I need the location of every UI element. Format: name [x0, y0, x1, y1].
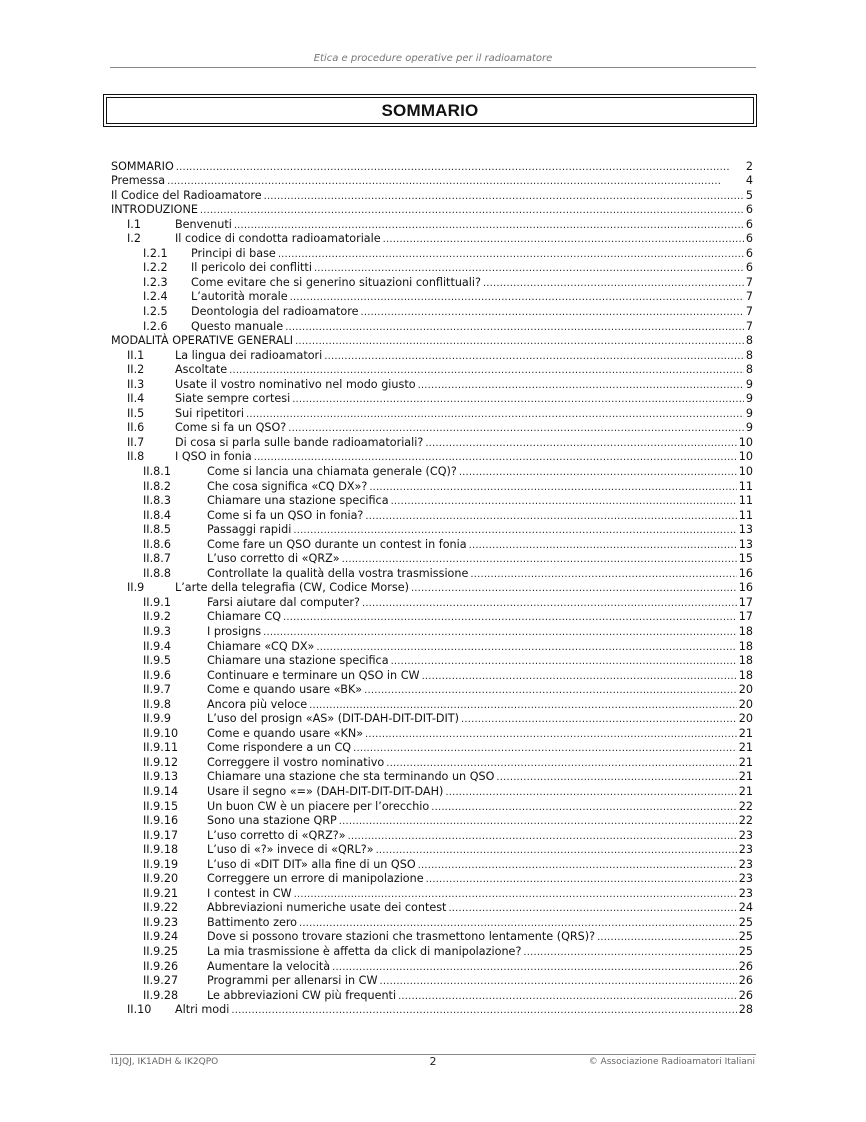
toc-entry-title: Il Codice del Radioamatore	[111, 188, 262, 202]
title-box	[103, 94, 757, 127]
toc-entry-number: II.1	[127, 348, 145, 362]
toc-entry-page: 6	[745, 232, 753, 246]
header-rule	[110, 67, 756, 68]
toc-entry-title: Aumentare la velocità	[207, 959, 331, 973]
toc-entry[interactable]	[111, 567, 753, 582]
toc-entry-title: Come e quando usare «BK»	[207, 683, 363, 697]
toc-entry-number: II.9.27	[143, 974, 179, 988]
toc-entry-title: Principi di base	[191, 246, 276, 260]
toc-entry-number: II.9.28	[143, 988, 179, 1002]
toc-entry-number: I.2	[127, 232, 141, 246]
toc-entry-page: 13	[738, 523, 753, 537]
toc-entry[interactable]	[111, 1003, 753, 1018]
toc-entry-title: Il pericolo dei conflitti	[191, 261, 312, 275]
toc-entry-number: II.9.2	[143, 610, 171, 624]
toc-entry-number: II.9.1	[143, 595, 171, 609]
dot-leader	[386, 756, 737, 772]
dot-leader	[314, 261, 744, 277]
dot-leader	[285, 320, 744, 336]
toc-entry-title: Usare il segno «=» (DAH-DIT-DIT-DIT-DAH)	[207, 785, 444, 799]
toc-entry-number: II.5	[127, 406, 145, 420]
toc-entry-title: Continuare e terminare un QSO in CW	[207, 668, 420, 682]
dot-leader	[360, 305, 743, 321]
toc-entry-number: II.9.18	[143, 843, 179, 857]
toc-entry-title: Correggere un errore di manipolazione	[207, 872, 424, 886]
dot-leader	[246, 407, 744, 423]
toc-entry[interactable]	[111, 785, 753, 800]
toc-entry-title: Chiamare «CQ DX»	[207, 639, 315, 653]
toc-entry[interactable]	[111, 523, 753, 538]
toc-entry-number: II.8.4	[143, 508, 171, 522]
toc-entry-title: Sui ripetitori	[175, 406, 244, 420]
dot-leader	[445, 785, 736, 801]
toc-entry-number: II.4	[127, 392, 145, 406]
dot-leader	[483, 276, 744, 292]
toc-entry-page: 17	[738, 595, 753, 609]
toc-entry-title: SOMMARIO	[111, 159, 174, 173]
toc-entry-page: 11	[738, 479, 753, 493]
toc-entry-page: 10	[738, 435, 753, 449]
toc-entry[interactable]	[111, 610, 753, 625]
toc-entry-number: II.3	[127, 377, 145, 391]
toc-entry-page: 11	[738, 494, 753, 508]
toc-entry-number: II.9.16	[143, 814, 179, 828]
dot-leader	[292, 392, 744, 408]
dot-leader	[425, 436, 736, 452]
toc-entry-page: 9	[745, 406, 753, 420]
dot-leader	[369, 480, 736, 496]
toc-entry-number: II.9.25	[143, 945, 179, 959]
toc-entry-page: 8	[745, 348, 753, 362]
dot-leader	[496, 770, 736, 786]
toc-entry-title: I QSO in fonia	[175, 450, 252, 464]
dot-leader	[365, 727, 737, 743]
toc-entry-page: 20	[738, 712, 753, 726]
toc-entry[interactable]	[111, 320, 753, 335]
dot-leader	[283, 610, 737, 626]
toc-entry-page: 18	[738, 625, 753, 638]
toc-entry-page: 7	[745, 290, 753, 304]
toc-entry-number: II.8.2	[143, 479, 171, 493]
toc-entry-page: 20	[738, 697, 753, 711]
toc-entry-title: Come si fa un QSO in fonia?	[207, 508, 364, 522]
footer-copyright: © Associazione Radioamatori Italiani	[588, 1057, 755, 1067]
toc-entry-title: Il codice di condotta radioamatoriale	[175, 232, 381, 246]
toc-entry[interactable]	[111, 494, 753, 509]
toc-entry-title: L’uso corretto di «QRZ»	[207, 552, 340, 566]
toc-entry-page: 23	[738, 872, 753, 886]
toc-entry-number: I.2.6	[143, 319, 168, 333]
toc-entry[interactable]	[111, 407, 753, 422]
dot-leader	[254, 450, 737, 466]
toc-entry-number: II.9.8	[143, 697, 171, 711]
toc-entry-page: 20	[738, 683, 753, 697]
toc-entry-page: 22	[738, 799, 753, 813]
dot-leader	[391, 494, 737, 510]
dot-leader	[398, 989, 737, 1005]
toc-entry-title: Passaggi rapidi	[207, 523, 292, 537]
toc-entry-number: II.8	[127, 450, 145, 464]
toc-entry-title: La mia trasmissione è affetta da click di manipolazione?	[207, 945, 522, 959]
dot-leader	[290, 290, 744, 306]
toc-entry[interactable]	[111, 552, 753, 567]
toc-entry[interactable]	[111, 232, 753, 247]
toc-entry-page: 8	[745, 334, 753, 348]
toc-entry-title: Che cosa significa «CQ DX»?	[207, 479, 368, 493]
toc-entry-page: 23	[738, 843, 753, 857]
toc-entry-number: II.9.23	[143, 915, 179, 929]
toc-entry[interactable]	[111, 276, 753, 291]
toc-entry-number: II.9.17	[143, 828, 179, 842]
toc-entry-page: 16	[738, 566, 753, 580]
toc-entry[interactable]	[111, 509, 753, 524]
toc-entry[interactable]	[111, 960, 753, 975]
toc-entry-page: 5	[745, 188, 753, 202]
toc-entry[interactable]	[111, 712, 753, 727]
toc-entry-title: Premessa	[111, 174, 166, 188]
toc-entry[interactable]	[111, 989, 753, 1004]
toc-entry-title: Chiamare una stazione specifica	[207, 654, 389, 668]
dot-leader	[426, 872, 737, 888]
dot-leader	[380, 974, 737, 990]
toc-entry[interactable]	[111, 305, 753, 320]
toc-entry[interactable]	[111, 363, 753, 378]
toc-entry[interactable]	[111, 218, 753, 233]
toc-entry[interactable]	[111, 349, 753, 364]
footer-authors: I1JQJ, IK1ADH & IK2QPO	[111, 1057, 219, 1067]
toc-entry-number: II.9.14	[143, 785, 179, 799]
toc-entry-title: Altri modi	[175, 1003, 230, 1017]
dot-leader	[299, 916, 737, 932]
toc-entry-page: 23	[738, 886, 753, 900]
toc-entry-number: II.8.7	[143, 552, 171, 566]
toc-entry-number: I.1	[127, 217, 141, 231]
toc-entry-page: 6	[745, 261, 753, 275]
dot-leader	[176, 160, 744, 176]
dot-leader	[353, 741, 737, 757]
dot-leader	[231, 1003, 736, 1019]
toc-entry-page: 7	[745, 275, 753, 289]
dot-leader	[316, 640, 736, 656]
dot-leader	[229, 363, 744, 379]
toc-entry-title: L’uso di «DIT DIT» alla fine di un QSO	[207, 857, 416, 871]
toc-entry[interactable]	[111, 872, 753, 887]
toc-entry-page: 6	[745, 203, 753, 217]
toc-entry[interactable]	[111, 756, 753, 771]
toc-entry[interactable]	[111, 698, 753, 713]
toc-entry-number: II.10	[127, 1003, 152, 1017]
toc-entry-title: Chiamare una stazione specifica	[207, 494, 389, 508]
dot-leader	[348, 829, 737, 845]
toc-entry-page: 25	[738, 945, 753, 959]
toc-entry-page: 6	[745, 246, 753, 260]
toc-entry-page: 10	[738, 464, 753, 478]
toc-entry-title: Benvenuti	[175, 217, 232, 231]
dot-leader	[418, 378, 744, 394]
toc-entry-number: II.8.3	[143, 494, 171, 508]
toc-entry-page: 23	[738, 828, 753, 842]
toc-entry[interactable]	[111, 916, 753, 931]
toc-entry-title: Usate il vostro nominativo nel modo giusto	[175, 377, 416, 391]
running-header: Etica e procedure operative per il radioamatore	[313, 53, 553, 64]
toc-entry-page: 17	[738, 610, 753, 624]
toc-entry-title: Come evitare che si generino situazioni conflittuali?	[191, 275, 481, 289]
dot-leader	[523, 945, 736, 961]
toc-entry-page: 7	[745, 304, 753, 318]
dot-leader	[324, 349, 744, 365]
toc-entry-title: Come e quando usare «KN»	[207, 726, 364, 740]
toc-entry-number: II.9.9	[143, 712, 171, 726]
toc-entry[interactable]	[111, 800, 753, 815]
dot-leader	[293, 523, 736, 539]
toc-entry-page: 25	[738, 930, 753, 944]
toc-entry-number: II.9.20	[143, 872, 179, 886]
toc-entry-number: II.8.8	[143, 566, 171, 580]
toc-entry-number: II.9.3	[143, 625, 171, 638]
toc-entry-title: Chiamare CQ	[207, 610, 282, 624]
toc-entry[interactable]	[111, 392, 753, 407]
toc-entry-page: 21	[738, 755, 753, 769]
dot-leader	[288, 421, 744, 437]
toc-entry-title: Dove si possono trovare stazioni che trasmettono lentamente (QRS)?	[207, 930, 596, 944]
toc-entry-title: Come si lancia una chiamata generale (CQ)?	[207, 464, 457, 478]
toc-entry-page: 9	[745, 421, 753, 435]
dot-leader	[391, 654, 737, 670]
toc-entry-page: 4	[745, 174, 753, 188]
toc-entry-page: 16	[738, 581, 753, 595]
dot-leader	[295, 334, 744, 350]
toc-entry[interactable]	[111, 538, 753, 553]
toc-entry-title: Correggere il vostro nominativo	[207, 755, 385, 769]
toc-entry-number: II.9.5	[143, 654, 171, 668]
toc-entry-page: 8	[745, 363, 753, 377]
toc-entry-number: II.9.10	[143, 726, 179, 740]
toc-entry-number: II.9.12	[143, 755, 179, 769]
toc-entry-number: I.2.3	[143, 275, 168, 289]
toc-entry-page: 10	[738, 450, 753, 464]
toc-entry-title: L’autorità morale	[191, 290, 288, 304]
toc-entry-number: II.9.11	[143, 741, 179, 755]
toc-entry[interactable]	[111, 581, 753, 596]
toc-entry-page: 6	[745, 217, 753, 231]
toc-entry[interactable]	[111, 640, 753, 655]
toc-entry-title: Questo manuale	[191, 319, 284, 333]
dot-leader	[448, 901, 736, 917]
toc-entry-title: Chiamare una stazione che sta terminando un QSO	[207, 770, 495, 784]
toc-entry-number: II.2	[127, 363, 145, 377]
dot-leader	[597, 930, 737, 946]
toc-entry-page: 21	[738, 741, 753, 755]
toc-entry-number: II.9.13	[143, 770, 179, 784]
toc-entry-page: 21	[738, 726, 753, 740]
toc-entry-title: Come si fa un QSO?	[175, 421, 287, 435]
toc-entry-title: Deontologia del radioamatore	[191, 304, 359, 318]
toc-entry-title: Programmi per allenarsi in CW	[207, 974, 378, 988]
toc-entry[interactable]	[111, 334, 753, 349]
toc-entry[interactable]	[111, 174, 753, 189]
toc-entry[interactable]	[111, 829, 753, 844]
toc-entry[interactable]	[111, 843, 753, 858]
toc-entry-title: I prosigns	[207, 625, 262, 638]
page-title: SOMMARIO	[106, 97, 754, 124]
toc-entry-title: INTRODUZIONE	[111, 203, 198, 217]
toc-entry-number: II.9.6	[143, 668, 171, 682]
toc-entry[interactable]	[111, 669, 753, 684]
dot-leader	[332, 960, 737, 976]
toc-entry-title: MODALITÀ OPERATIVE GENERALI	[111, 334, 294, 348]
toc-entry-number: II.8.5	[143, 523, 171, 537]
dot-leader	[294, 887, 737, 903]
toc-entry[interactable]	[111, 247, 753, 262]
dot-leader	[383, 232, 744, 248]
toc-entry-page: 7	[745, 319, 753, 333]
toc-entry-title: Ancora più veloce	[207, 697, 308, 711]
dot-leader	[278, 247, 744, 263]
toc-entry[interactable]	[111, 974, 753, 989]
dot-leader	[422, 669, 737, 685]
toc-entry-page: 18	[738, 668, 753, 682]
toc-entry-title: Controllate la qualità della vostra trasmissione	[207, 566, 469, 580]
toc-entry-page: 26	[738, 974, 753, 988]
toc-entry-title: Sono una stazione QRP	[207, 814, 337, 828]
toc-entry-title: L’uso di «?» invece di «QRL?»	[207, 843, 374, 857]
toc-entry-title: L’uso del prosign «AS» (DIT-DAH-DIT-DIT-DIT)	[207, 712, 460, 726]
toc-entry[interactable]	[111, 654, 753, 669]
footer-page-number: 2	[429, 1055, 437, 1068]
dot-leader	[264, 189, 744, 205]
dot-leader	[418, 858, 737, 874]
toc-entry[interactable]	[111, 261, 753, 276]
toc-entry-page: 11	[738, 508, 753, 522]
toc-entry[interactable]	[111, 727, 753, 742]
toc-entry-number: II.9.4	[143, 639, 171, 653]
dot-leader	[431, 800, 737, 816]
toc-entry-number: II.9.7	[143, 683, 171, 697]
dot-leader	[263, 625, 737, 641]
dot-leader	[469, 538, 737, 554]
toc-entry-page: 18	[738, 654, 753, 668]
toc-entry[interactable]	[111, 741, 753, 756]
toc-entry-title: Come fare un QSO durante un contest in fonia	[207, 537, 467, 551]
toc-entry-page: 22	[738, 814, 753, 828]
toc-entry-number: II.9.15	[143, 799, 179, 813]
dot-leader	[364, 683, 737, 699]
toc-entry[interactable]	[111, 683, 753, 698]
toc-entry-page: 15	[738, 552, 753, 566]
toc-entry[interactable]	[111, 625, 753, 640]
toc-entry[interactable]	[111, 378, 753, 393]
toc-entry-number: I.2.2	[143, 261, 168, 275]
dot-leader	[167, 174, 744, 190]
toc-entry[interactable]	[111, 480, 753, 495]
toc-entry-title: Ascoltate	[175, 363, 228, 377]
toc-entry-number: II.9.26	[143, 959, 179, 973]
toc-entry-page: 2	[745, 159, 753, 173]
toc-entry-number: I.2.4	[143, 290, 168, 304]
toc-entry-number: II.6	[127, 421, 145, 435]
toc-entry[interactable]	[111, 189, 753, 204]
toc-entry[interactable]	[111, 930, 753, 945]
dot-leader	[411, 581, 737, 597]
toc-entry-page: 28	[738, 1003, 753, 1017]
toc-entry-title: L’uso corretto di «QRZ?»	[207, 828, 346, 842]
toc-entry-number: II.9.19	[143, 857, 179, 871]
toc-entry-number: II.9	[127, 581, 145, 595]
toc-entry-number: II.8.6	[143, 537, 171, 551]
dot-leader	[376, 843, 737, 859]
toc-entry[interactable]	[111, 945, 753, 960]
toc-entry-page: 13	[738, 537, 753, 551]
toc-entry-title: Di cosa si parla sulle bande radioamatoriali?	[175, 435, 424, 449]
dot-leader	[339, 814, 737, 830]
toc-entry-page: 9	[745, 377, 753, 391]
dot-leader	[365, 509, 736, 525]
dot-leader	[309, 698, 737, 714]
dot-leader	[342, 552, 737, 568]
toc-entry-number: I.2.1	[143, 246, 168, 260]
toc-entry-number: II.9.24	[143, 930, 179, 944]
dot-leader	[470, 567, 736, 583]
toc-entry[interactable]	[111, 203, 753, 218]
table-of-contents	[111, 160, 753, 1018]
toc-entry-page: 21	[738, 785, 753, 799]
toc-entry[interactable]	[111, 421, 753, 436]
toc-entry[interactable]	[111, 450, 753, 465]
toc-entry[interactable]	[111, 814, 753, 829]
toc-entry[interactable]	[111, 770, 753, 785]
toc-entry-title: Farsi aiutare dal computer?	[207, 595, 360, 609]
toc-entry-page: 24	[738, 901, 753, 915]
toc-entry-title: La lingua dei radioamatori	[175, 348, 323, 362]
toc-entry[interactable]	[111, 887, 753, 902]
toc-entry[interactable]	[111, 901, 753, 916]
toc-entry-number: II.8.1	[143, 464, 171, 478]
toc-entry-title: Un buon CW è un piacere per l’orecchio	[207, 799, 430, 813]
toc-entry-title: L’arte della telegrafia (CW, Codice Morse)	[175, 581, 409, 595]
toc-entry-number: II.9.21	[143, 886, 179, 900]
toc-entry-title: I contest in CW	[207, 886, 292, 900]
toc-entry-page: 25	[738, 915, 753, 929]
toc-entry[interactable]	[111, 290, 753, 305]
toc-entry-number: II.9.22	[143, 901, 179, 915]
toc-entry[interactable]	[111, 465, 753, 480]
toc-entry-page: 26	[738, 959, 753, 973]
toc-entry-page: 26	[738, 988, 753, 1002]
toc-entry-title: Siate sempre cortesi	[175, 392, 291, 406]
toc-entry-page: 18	[738, 639, 753, 653]
toc-entry-title: Abbreviazioni numeriche usate dei contest	[207, 901, 447, 915]
dot-leader	[461, 712, 737, 728]
toc-entry-title: Battimento zero	[207, 915, 298, 929]
toc-entry-title: Le abbreviazioni CW più frequenti	[207, 988, 397, 1002]
toc-entry[interactable]	[111, 436, 753, 451]
dot-leader	[362, 596, 737, 612]
toc-entry[interactable]	[111, 596, 753, 611]
toc-entry-page: 21	[738, 770, 753, 784]
toc-entry-page: 23	[738, 857, 753, 871]
dot-leader	[234, 218, 744, 234]
toc-entry-number: I.2.5	[143, 304, 168, 318]
dot-leader	[200, 203, 744, 219]
toc-entry[interactable]	[111, 858, 753, 873]
toc-entry[interactable]	[111, 160, 753, 175]
toc-entry-title: Come rispondere a un CQ	[207, 741, 352, 755]
toc-entry-page: 9	[745, 392, 753, 406]
toc-entry-number: II.7	[127, 435, 145, 449]
dot-leader	[459, 465, 737, 481]
